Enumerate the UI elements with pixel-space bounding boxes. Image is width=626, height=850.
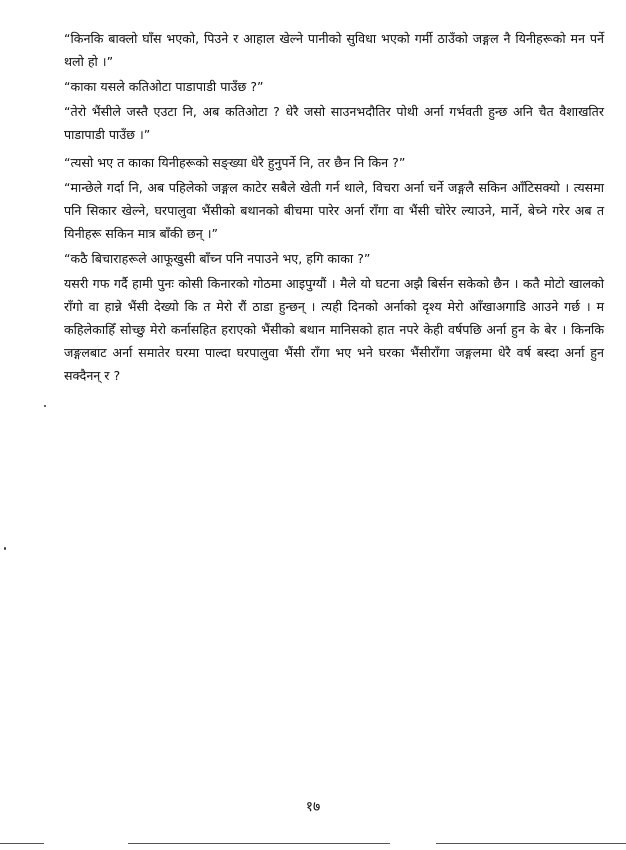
page-number: १७ [305,799,321,815]
footer-rule [436,843,626,844]
paragraph-dialogue-4: “त्यसो भए त काका यिनीहरूको सङ्ख्या धेरै हुनुपर्ने नि, तर छैन नि किन ?” [64,155,406,170]
paragraph-dialogue-5: “मान्छेले गर्दा नि, अब पहिलेको जङ्गल काटेर सबैले खेती गर्न थाले, विचरा अर्ना चर्ने जङ्गलै सकिन आँटिसक्यो । त्यसमा पनि सिकार खेल्ने, घरपालुवा भैंसीको बथानको बीचमा पारेर अर्ना राँगा वा भैंसी चोरेर ल्याउने, मार्ने, बेच्ने गरेर अब त यिनीहरू सकिन मात्र बाँकी छन् ।” [64,180,604,241]
paragraph-narration: यसरी गफ गर्दै हामी पुनः कोसी किनारको गोठमा आइपुग्यौं । मैले यो घटना अझै बिर्सन सकेको छैन । कतै मोटो खालको राँगो वा हान्ने भैंसी देख्यो कि त मेरो रौं ठाडा हुन्छन् । त्यही दिनको अर्नाको दृश्य मेरो आँखाअगाडि आउने गर्छ । म कहिलेकाहिँ सोच्छु मेरो कर्नासहित हराएको भैंसीको बथान मानिसको हात नपरे केही वर्षपछि अर्ना हुन के बेर । किनकि जङ्गलबाट अर्ना समातेर घरमा पाल्दा घरपालुवा भैंसी राँगा भए भने घरका भैंसीराँगा जङ्गलमा धेरै वर्ष बस्दा अर्ना हुन सक्दैनन् र ? [64,276,604,383]
paragraph-dialogue-2: “काका यसले कतिओटा पाडापाडी पाउँछ ?” [64,79,264,94]
paragraph-dialogue-6: “कठै बिचाराहरूले आफूखुसी बाँच्न पनि नपाउने भए, हगि काका ?” [64,251,371,266]
scan-speck [4,547,6,550]
footer-rule [0,843,44,844]
footer-rule [128,843,390,844]
paragraph-dialogue-3: “तेरो भैंसीले जस्तै एउटा नि, अब कतिओटा ? धेरै जसो साउनभदौतिर पोथी अर्ना गर्भवती हुन्छ अनि चैत वैशाखतिर पाडापाडी पाउँछ ।” [64,104,604,142]
scan-speck [44,405,46,407]
paragraph-dialogue-1: “किनकि बाक्लो घाँस भएको, पिउने र आहाल खेल्ने पानीको सुविधा भएको गर्मी ठाउँको जङ्गल नै यिनीहरूको मन पर्ने थलो हो ।” [64,31,604,69]
